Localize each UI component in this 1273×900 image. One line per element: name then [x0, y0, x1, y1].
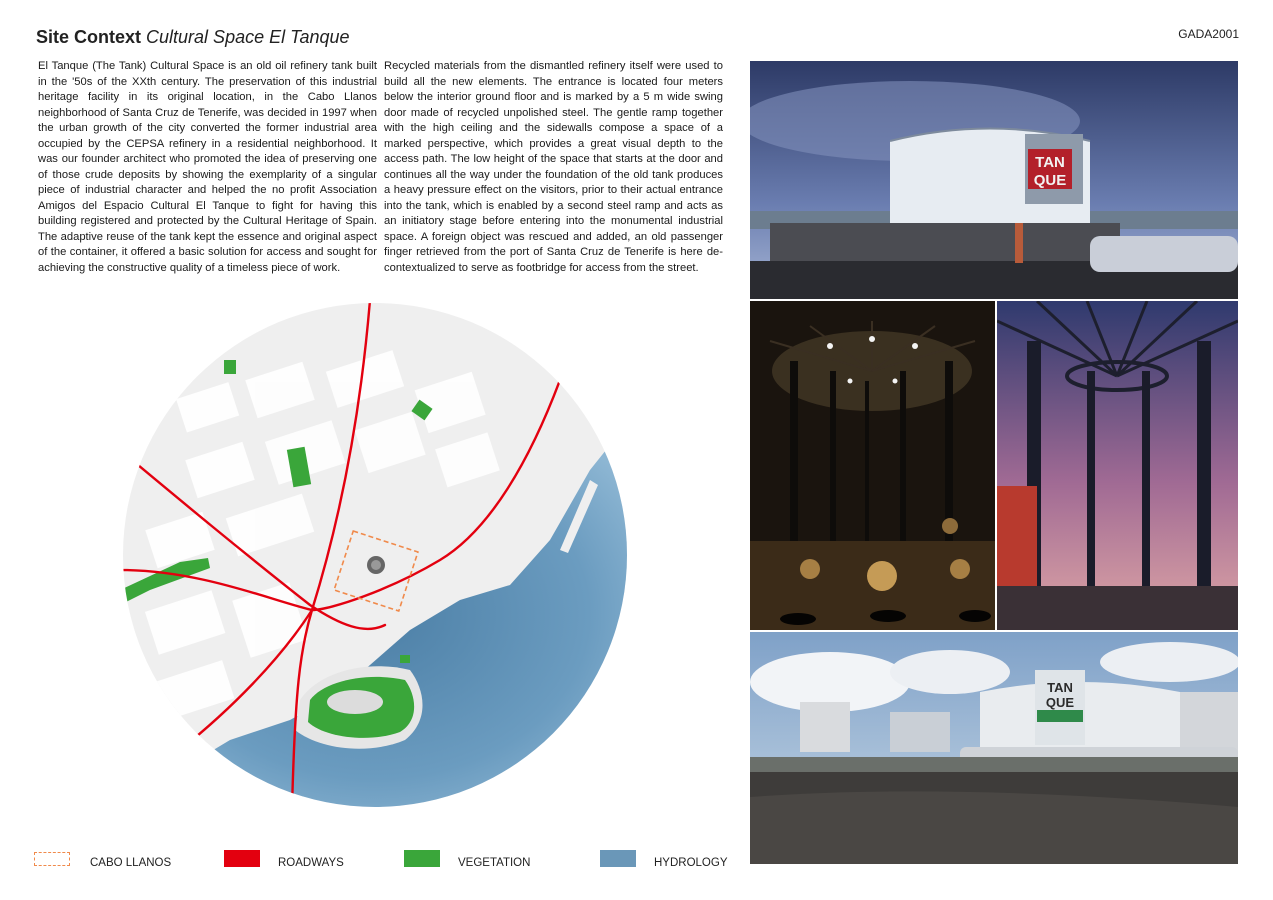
legend-cabo-llanos — [34, 850, 214, 870]
text-column-2: Recycled materials from the dismantled refinery itself were used to build all the new elements. The entrance is located four meters below the interior ground floor and is marked by a 5 m wide swing door made of recycled unpolished steel. The gentle ramp together with the high ceiling and the sidewalls compose a space of a marked perspective, which provides a great visual depth to the access path. The low height of the space that starts at the door and continues all the way under the foundation of the old tank produces a heavy pressure effect on the visitors, prior to their actual entrance into the tank, which is enabled by a second steel ramp and acts as an initiatory stage before entering into the monumental industrial space. A foreign object was rescued and added, an old passenger finger retrieved from the port of Santa Cruz de Tenerife is here de-contextualized to serve as footbridge for access from the street. — [384, 60, 723, 274]
legend-swatch-roadways — [224, 850, 260, 867]
pipe — [1015, 223, 1023, 263]
legend-label-cabo-llanos: CABO LLANOS — [90, 857, 172, 869]
site-map — [120, 300, 630, 810]
sphere — [867, 561, 897, 591]
sphere — [942, 518, 958, 534]
legend-roadways — [224, 850, 384, 870]
legend-hydrology — [600, 850, 740, 870]
legend-swatch-cabo-llanos — [34, 852, 70, 866]
passenger-finger — [1090, 236, 1238, 272]
photo-interior-installation — [750, 301, 995, 630]
title-italic: Cultural Space El Tanque — [146, 27, 350, 47]
legend-vegetation — [404, 850, 574, 870]
tank-sign-text-1: TAN — [1047, 680, 1073, 695]
floor-hole — [870, 610, 906, 622]
tank-sign-text-2: QUE — [1033, 172, 1067, 189]
red-wall — [997, 486, 1037, 596]
photo-tank-daytime — [750, 632, 1238, 864]
sphere — [800, 559, 820, 579]
floor — [997, 586, 1238, 630]
legend-label-roadways: ROADWAYS — [278, 857, 344, 869]
apartment-block — [890, 712, 950, 752]
photo-interior-dusk — [997, 301, 1238, 630]
apartment-block — [800, 702, 850, 752]
legend-label-vegetation: VEGETATION — [458, 857, 531, 869]
text-column-1: El Tanque (The Tank) Cultural Space is an old oil refinery tank built in the '50s of the XXth century. The preservation of this industrial heritage facility in its original location, in the Cabo Llanos neighborhood of Santa Cruz de Tenerife, was decided in 1997 when the urban growth of the city converted the former industrial area occupied by the CEPSA refinery in a residential neighborhood. It was our founder architect who promoted the idea of preserving one of those crude deposits by showing the exemplarity of a singular piece of industrial character and helped the no profit Association Amigos del Espacio Cultural El Tanque to fight for having this building registered and protected by the Cultural Heritage of Spain. The adaptive reuse of the tank kept the essence and original aspect of the container, it offered a basic solution for access and sought for achieving the constructive quality of a timeless piece of work. — [38, 60, 377, 274]
photo-tank-exterior — [750, 61, 1238, 299]
floor-hole — [780, 613, 816, 625]
title-bold: Site Context — [36, 27, 142, 47]
tank-sign-text-2: QUE — [1045, 695, 1075, 710]
tank-marker-center — [371, 560, 381, 570]
green-band — [1037, 710, 1083, 722]
legend-label-hydrology: HYDROLOGY — [654, 857, 728, 869]
legend-swatch-hydrology — [600, 850, 636, 867]
vegetation-patch — [224, 360, 236, 374]
tank-sign-text-1: TAN — [1035, 154, 1065, 171]
cloud — [1100, 642, 1238, 682]
project-code: GADA2001 — [1178, 27, 1239, 41]
floor-hole — [959, 610, 991, 622]
park-clearing — [327, 690, 383, 714]
legend-swatch-vegetation — [404, 850, 440, 867]
stone-wall — [770, 223, 1120, 263]
page-title — [36, 27, 350, 48]
apartment-block — [1180, 692, 1238, 752]
sphere — [950, 559, 970, 579]
vegetation-patch — [400, 655, 410, 663]
cloud — [890, 650, 1010, 694]
